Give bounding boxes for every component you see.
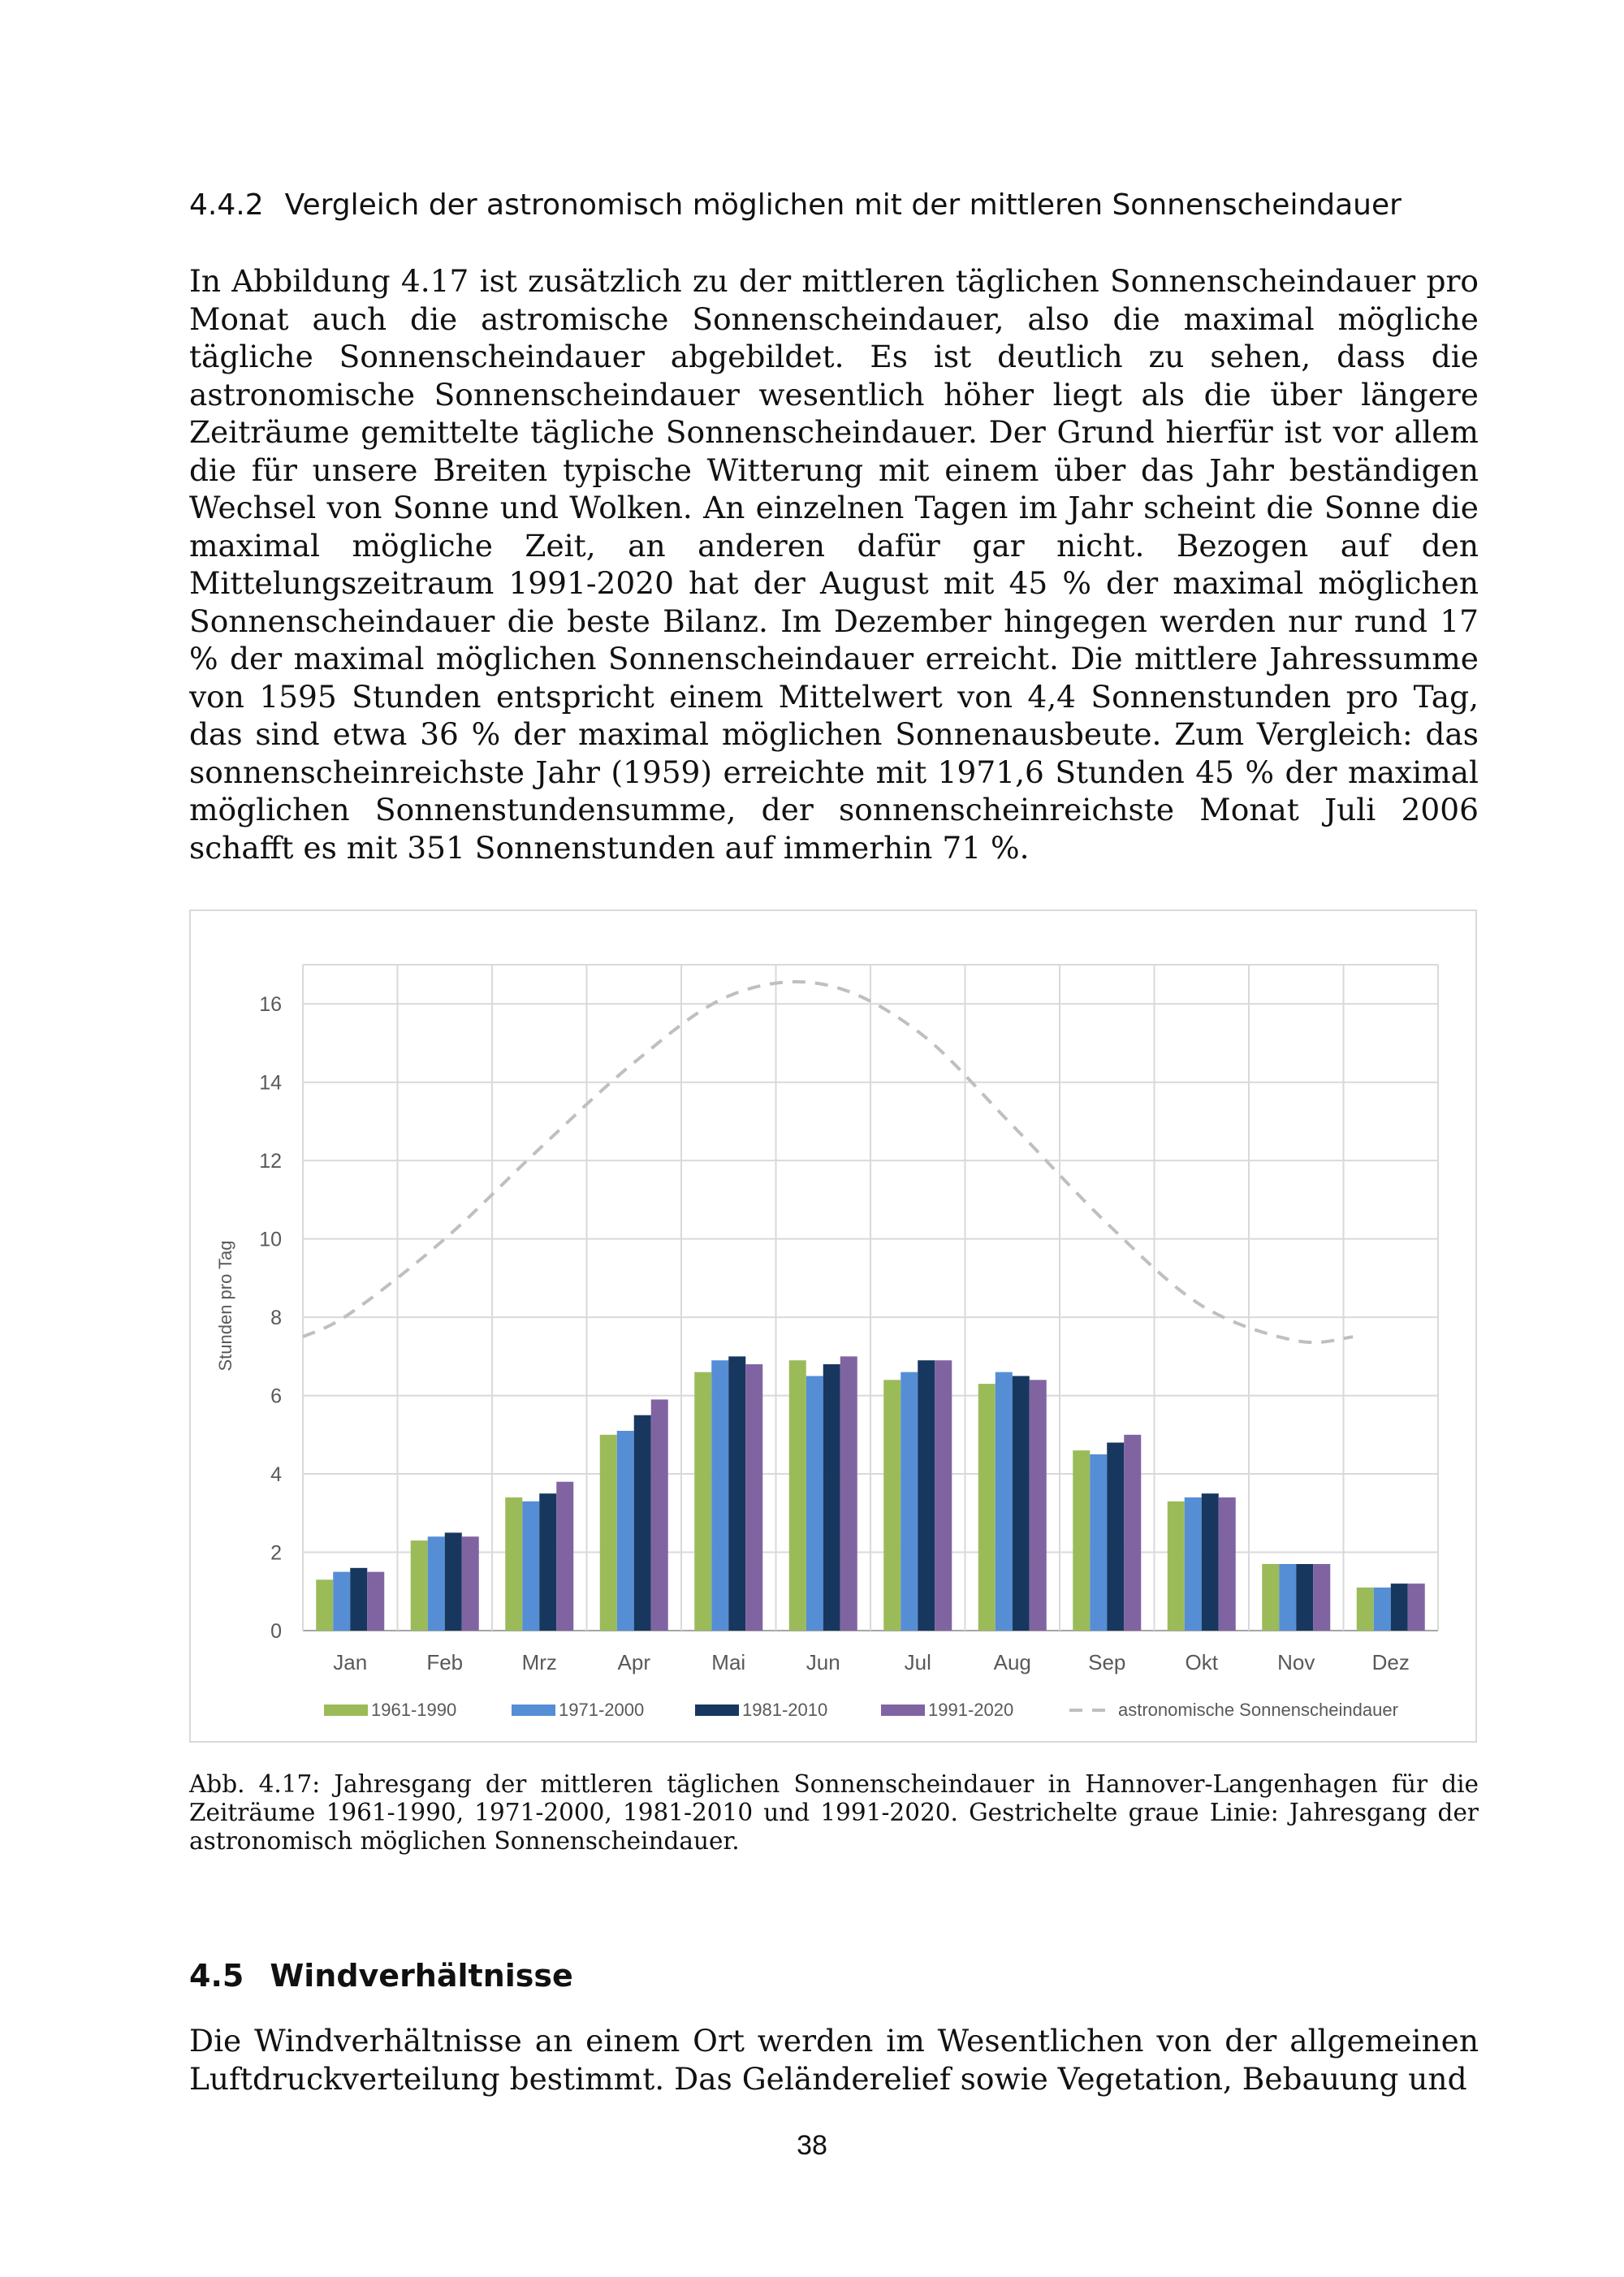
bar-1961-1990-Feb [411,1540,428,1631]
bar-1971-2000-Dez [1374,1588,1391,1631]
bar-1991-2020-Jan [367,1572,384,1631]
bar-1961-1990-Dez [1357,1588,1374,1631]
section-heading-4-4-2 [189,188,1505,222]
body-paragraph-2: Die Windverhältnisse an einem Ort werden im Wesentlichen von der allgemeinen Luftdruckverteilung bestimmt. Das Geländerelief sowie Vegetation, Bebauung und [189,2023,1479,2097]
body-paragraph-1: In Abbildung 4.17 ist zusätzlich zu der mittleren täglichen Sonnenscheindauer pro Monat auch die astromische Sonnenscheindauer, also die maximal mögliche tägliche Sonnenscheindauer abgebildet. Es ist deutlich zu sehen, dass die astronomische Sonnenscheindauer wesentlich höher liegt als die über längere Zeiträume gemittelte tägliche Sonnenscheindauer. Der Grund hierfür ist vor allem die für unsere Breiten typische Witterung mit einem über das Jahr beständigen Wechsel von Sonne und Wolken. An einzelnen Tagen im Jahr scheint die Sonne die maximal mögliche Zeit, an anderen dafür gar nicht. Bezogen auf den Mittelungszeitraum 1991-2020 hat der August mit 45 % der maximal möglichen Sonnenscheindauer die beste Bilanz. Im Dezember hingegen werden nur rund 17 % der maximal möglichen Sonnenscheindauer erreicht. Die mittlere Jahressumme von 1595 Stunden entspricht einem Mittelwert von 4,4 Sonnenstunden pro Tag, das sind etwa 36 % der maximal möglichen Sonnenausbeute. Zum Vergleich: das sonnenscheinreichste Jahr (1959) erreichte mit 1971,6 Stunden 45 % der maximal möglichen Sonnenstundensumme, der sonnenscheinreichste Monat Juli 2006 schafft es mit 351 Sonnenstunden auf immerhin 71 %. [189,263,1479,866]
y-tick-label: 0 [270,1620,282,1643]
legend-swatch-1971-2000 [512,1705,555,1716]
bar-1961-1990-Mai [694,1372,711,1631]
line-astronomische-sonnenscheindauer [303,982,1353,1342]
section-number: 4.5 [189,1958,244,1994]
bar-1981-2010-Mai [728,1356,745,1631]
legend-label: astronomische Sonnenscheindauer [1118,1700,1398,1720]
bar-1991-2020-Mai [745,1364,762,1631]
y-tick-label: 6 [270,1385,282,1408]
bar-1981-2010-Feb [445,1532,462,1631]
section-title: Windverhältnisse [270,1958,573,1994]
bar-1991-2020-Aug [1030,1380,1047,1631]
page-number: 38 [797,2130,827,2161]
x-tick-label: Jun [806,1650,840,1674]
bar-1981-2010-Nov [1296,1564,1313,1631]
legend-swatch-1991-2020 [881,1705,925,1716]
bar-1961-1990-Jul [883,1380,901,1631]
y-tick-label: 2 [270,1541,282,1565]
bar-1991-2020-Mrz [556,1482,573,1631]
bar-1981-2010-Aug [1013,1376,1030,1631]
bar-1971-2000-Mai [711,1360,728,1631]
x-tick-label: Dez [1371,1650,1410,1674]
bar-1991-2020-Okt [1219,1497,1236,1631]
bar-1961-1990-Sep [1073,1450,1090,1631]
x-tick-label: Jan [333,1650,368,1674]
figure-4-17 [189,910,1477,1743]
bar-1971-2000-Apr [617,1431,634,1631]
bar-1971-2000-Nov [1279,1564,1296,1631]
x-tick-label: Mai [711,1650,746,1674]
bar-1971-2000-Aug [996,1372,1013,1631]
bar-1961-1990-Apr [600,1435,617,1631]
bar-1981-2010-Jul [918,1360,935,1631]
bar-1961-1990-Jan [316,1579,333,1631]
legend-label: 1981-2010 [742,1700,828,1720]
x-tick-label: Jul [904,1650,931,1674]
bar-1991-2020-Jul [935,1360,952,1631]
legend-label: 1991-2020 [928,1700,1014,1720]
legend-swatch-1961-1990 [324,1705,368,1716]
sunshine-chart [191,911,1475,1741]
bar-1991-2020-Jun [840,1356,857,1631]
bar-1971-2000-Sep [1090,1454,1107,1631]
section-title: Vergleich der astronomisch möglichen mit der mittleren Sonnenscheindauer [284,188,1402,222]
bar-1971-2000-Jul [901,1372,918,1631]
bar-1981-2010-Jan [350,1568,367,1631]
bar-1971-2000-Mrz [522,1501,539,1631]
x-tick-label: Nov [1277,1650,1315,1674]
bar-1961-1990-Jun [789,1360,806,1631]
x-tick-label: Okt [1185,1650,1218,1674]
bar-1991-2020-Nov [1313,1564,1330,1631]
bar-1981-2010-Jun [823,1364,840,1631]
x-tick-label: Apr [617,1650,650,1674]
legend-label: 1961-1990 [371,1700,457,1720]
y-tick-label: 16 [259,993,282,1017]
bar-1991-2020-Sep [1124,1435,1141,1631]
legend-label: 1971-2000 [559,1700,645,1720]
y-tick-label: 10 [259,1228,282,1251]
bar-1991-2020-Feb [462,1536,479,1631]
y-tick-label: 8 [270,1307,282,1330]
x-tick-label: Feb [426,1650,464,1674]
bar-1991-2020-Dez [1408,1584,1425,1631]
bar-1981-2010-Sep [1107,1442,1124,1631]
y-axis-label: Stunden pro Tag [215,1240,235,1372]
bar-1981-2010-Dez [1391,1584,1408,1631]
bar-1961-1990-Nov [1262,1564,1279,1631]
bar-1961-1990-Okt [1168,1501,1185,1631]
section-number: 4.4.2 [189,188,264,222]
bar-1961-1990-Aug [978,1384,996,1631]
bar-1981-2010-Mrz [539,1493,556,1631]
figure-caption: Abb. 4.17: Jahresgang der mittleren täglichen Sonnenscheindauer in Hannover-Langenhagen für die Zeiträume 1961-1990, 1971-2000, 1981-2010 und 1991-2020. Gestrichelte graue Linie: Jahresgang der astronomisch möglichen Sonnenscheindauer. [189,1770,1479,1855]
bar-1971-2000-Feb [428,1536,445,1631]
x-tick-label: Sep [1088,1650,1126,1674]
bar-1971-2000-Jun [806,1376,823,1631]
section-heading-4-5 [189,1958,573,1994]
y-tick-label: 14 [259,1071,282,1095]
bar-1961-1990-Mrz [505,1497,522,1631]
legend-swatch-1981-2010 [695,1705,739,1716]
bar-1981-2010-Apr [634,1415,651,1631]
bar-1991-2020-Apr [651,1399,668,1631]
x-tick-label: Mrz [521,1650,557,1674]
bar-1971-2000-Jan [333,1572,350,1631]
y-tick-label: 4 [270,1463,282,1487]
x-tick-label: Aug [993,1650,1031,1674]
bar-1981-2010-Okt [1202,1493,1219,1631]
bar-1971-2000-Okt [1185,1497,1202,1631]
y-tick-label: 12 [259,1150,282,1173]
